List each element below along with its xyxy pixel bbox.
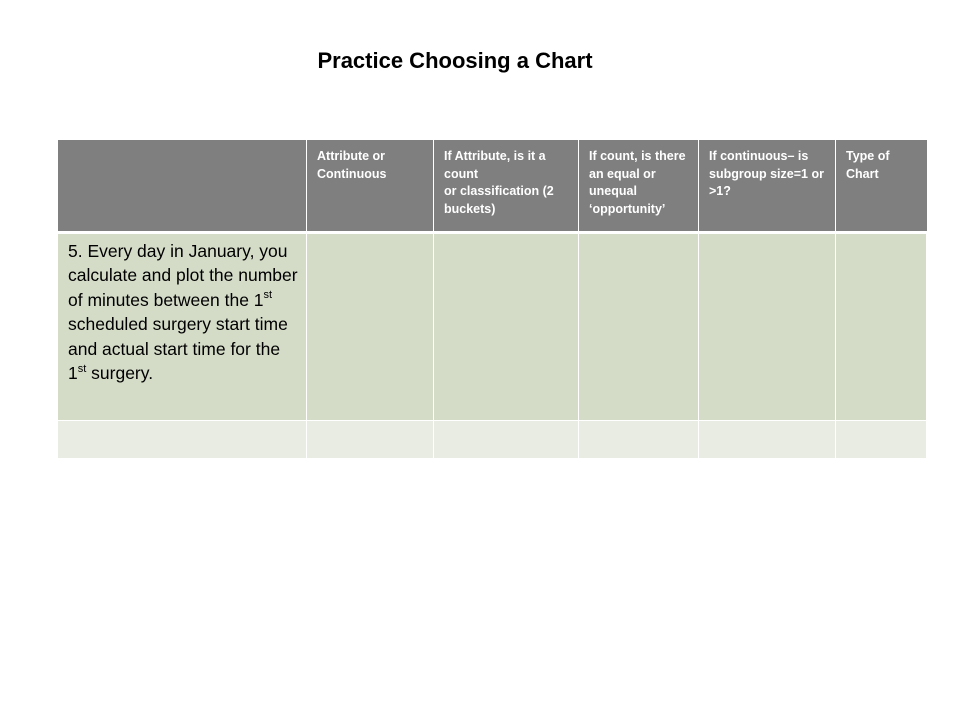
blank-cell[interactable] xyxy=(58,420,307,458)
blank-cell[interactable] xyxy=(307,420,434,458)
blank-cell[interactable] xyxy=(579,420,699,458)
blank-cell[interactable] xyxy=(699,420,836,458)
answer-cell-count-or-classification[interactable] xyxy=(434,232,579,420)
table-row xyxy=(58,232,927,420)
answer-cell-subgroup-size[interactable] xyxy=(699,232,836,420)
table-row xyxy=(58,420,927,458)
question-text: 5. Every day in January, you calculate and plot the number of minutes between the 1st scheduled surgery start time and actual start time for the 1st surgery. xyxy=(68,240,298,384)
blank-cell[interactable] xyxy=(836,420,927,458)
table-header-row xyxy=(58,140,927,232)
answer-cell-attribute-or-continuous[interactable] xyxy=(307,232,434,420)
header-cell-attribute-or-continuous: Attribute or Continuous xyxy=(307,140,434,232)
header-cell-count-or-classification: If Attribute, is it a count or classification (2 buckets) xyxy=(434,140,579,232)
header-cell-empty xyxy=(58,140,307,232)
answer-cell-type-of-chart[interactable] xyxy=(836,232,927,420)
chart-choice-table xyxy=(57,140,927,459)
answer-cell-equal-opportunity[interactable] xyxy=(579,232,699,420)
slide-title: Practice Choosing a Chart xyxy=(317,48,593,73)
question-cell xyxy=(58,232,307,420)
header-cell-subgroup-size: If continuous– is subgroup size=1 or >1? xyxy=(699,140,836,232)
header-cell-equal-opportunity: If count, is there an equal or unequal ‘opportunity’ xyxy=(579,140,699,232)
header-cell-type-of-chart: Type of Chart xyxy=(836,140,927,232)
blank-cell[interactable] xyxy=(434,420,579,458)
